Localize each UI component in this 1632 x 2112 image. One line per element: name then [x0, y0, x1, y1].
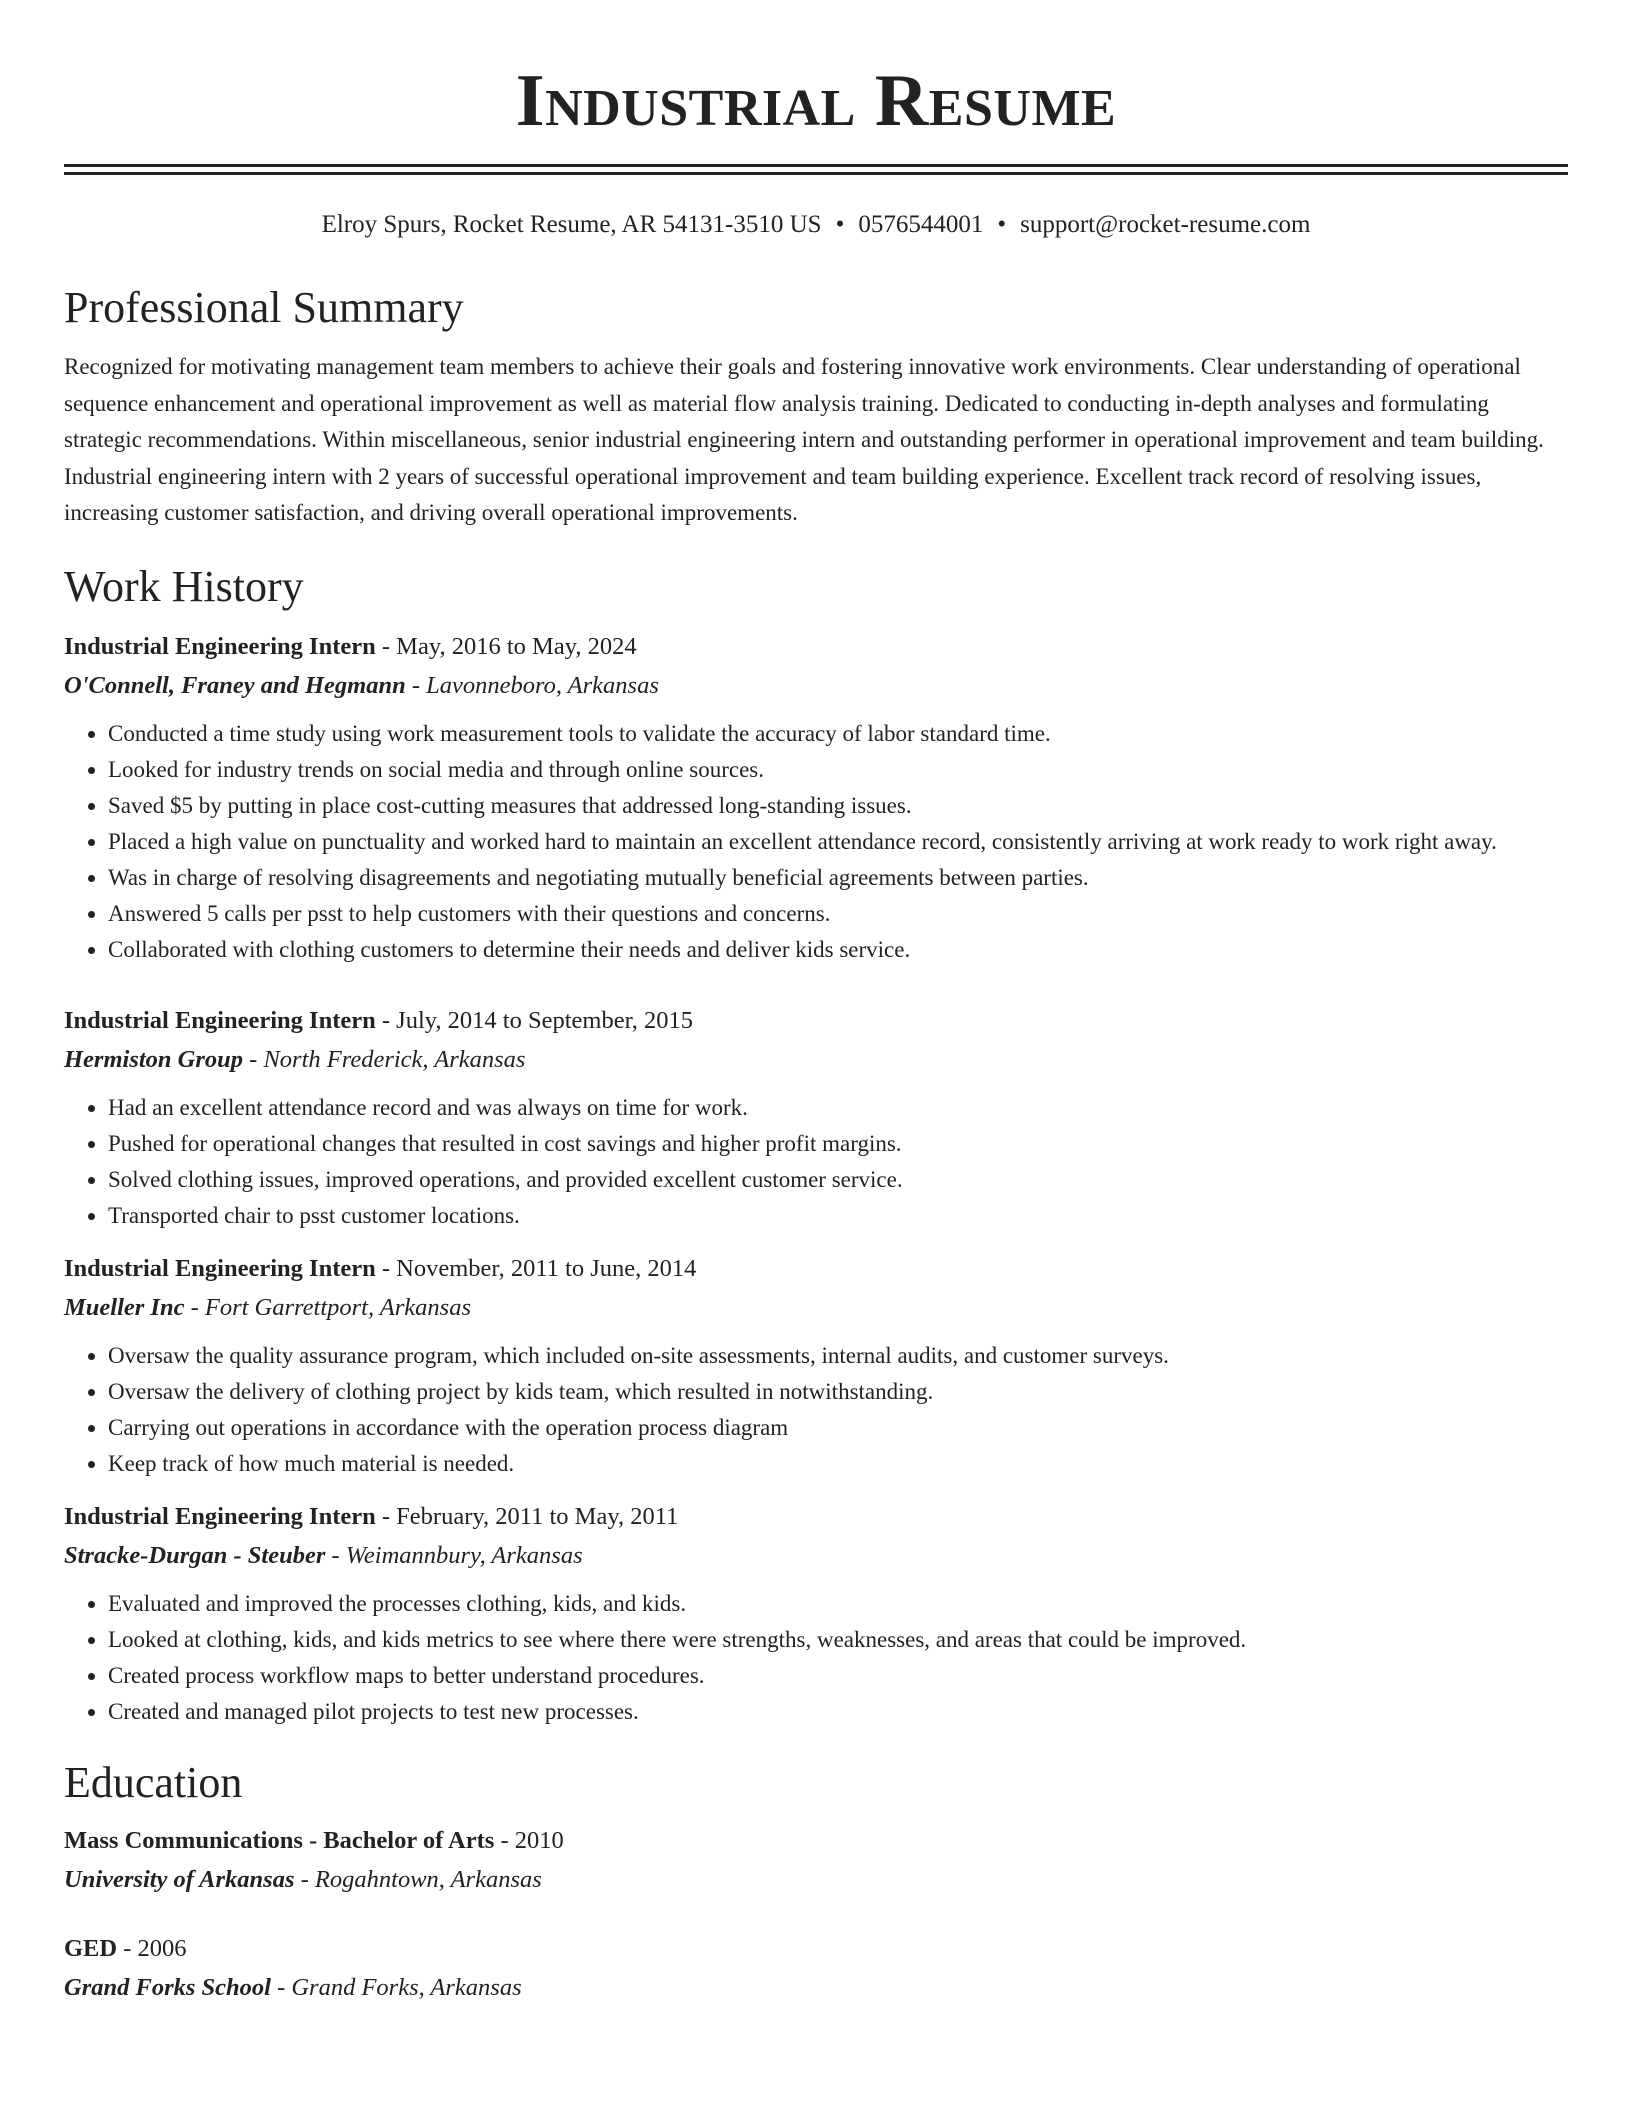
- education-entry: [64, 1930, 1568, 2008]
- job-location: - Fort Garrettport, Arkansas: [184, 1293, 471, 1321]
- job-title-line: [64, 1250, 1568, 1288]
- job-company-line: [64, 1040, 1568, 1080]
- contact-email: support@rocket-resume.com: [1020, 211, 1311, 238]
- job-title-line: [64, 1498, 1568, 1536]
- job-bullet: • Answered 5 calls per psst to help customers with their questions and concerns.: [108, 896, 1568, 932]
- job-company-line: [64, 1536, 1568, 1576]
- summary-heading: Professional Summary: [64, 283, 464, 332]
- job-bullet: • Oversaw the delivery of clothing project by kids team, which resulted in notwithstanding.: [108, 1374, 1568, 1410]
- job-bullet: • Saved $5 by putting in place cost-cutting measures that addressed long-standing issues.: [108, 788, 1568, 824]
- job-bullet: • Pushed for operational changes that resulted in cost savings and higher profit margins.: [108, 1126, 1568, 1162]
- job-entry: [64, 1250, 1568, 1482]
- job-bullet: • Conducted a time study using work measurement tools to validate the accuracy of labor standard time.: [108, 716, 1568, 752]
- contact-line: [64, 209, 1568, 241]
- job-bullets: [64, 1586, 1568, 1730]
- job-location: - Weimannbury, Arkansas: [325, 1541, 583, 1569]
- job-entry: [64, 1002, 1568, 1234]
- contact-phone: 0576544001: [858, 211, 984, 238]
- job-bullet: • Was in charge of resolving disagreements and negotiating mutually beneficial agreements between parties.: [108, 860, 1568, 896]
- job-company: Stracke-Durgan - Steuber: [64, 1541, 326, 1569]
- job-company: O'Connell, Franey and Hegmann: [64, 671, 406, 699]
- job-location: - North Frederick, Arkansas: [243, 1045, 526, 1073]
- job-company: Hermiston Group: [64, 1045, 244, 1073]
- education-school: University of Arkansas: [64, 1865, 295, 1893]
- job-title-line: [64, 628, 1568, 666]
- title-divider: [64, 164, 1568, 175]
- job-bullet: • Evaluated and improved the processes clothing, kids, and kids.: [108, 1586, 1568, 1622]
- job-bullet: • Looked at clothing, kids, and kids metrics to see where there were strengths, weaknesses, and areas that could be improved.: [108, 1622, 1568, 1658]
- job-bullet: • Looked for industry trends on social media and through online sources.: [108, 752, 1568, 788]
- education-degree-line: [64, 1822, 1568, 1860]
- education-year: - 2006: [117, 1934, 187, 1962]
- education-location: - Grand Forks, Arkansas: [270, 1973, 522, 2001]
- job-bullet: • Oversaw the quality assurance program, which included on-site assessments, internal audits, and customer surveys.: [108, 1338, 1568, 1374]
- job-bullet: • Created and managed pilot projects to test new processes.: [108, 1694, 1568, 1730]
- job-company: Mueller Inc: [64, 1293, 185, 1321]
- education-school-line: [64, 1860, 1568, 1900]
- job-company-line: [64, 666, 1568, 706]
- job-entry: [64, 628, 1568, 968]
- job-bullets: [64, 1090, 1568, 1234]
- job-location: - Lavonneboro, Arkansas: [405, 671, 659, 699]
- education-degree: Mass Communications - Bachelor of Arts: [64, 1826, 495, 1854]
- job-bullets: [64, 1338, 1568, 1482]
- job-dates: - February, 2011 to May, 2011: [375, 1502, 679, 1530]
- job-bullet: • Carrying out operations in accordance with the operation process diagram: [108, 1410, 1568, 1446]
- job-role: Industrial Engineering Intern: [64, 1254, 376, 1282]
- job-dates: - November, 2011 to June, 2014: [375, 1254, 697, 1282]
- education-degree: GED: [64, 1934, 118, 1962]
- work-history-heading: Work History: [64, 561, 304, 611]
- job-bullet: • Had an excellent attendance record and was always on time for work.: [108, 1090, 1568, 1126]
- job-dates: - May, 2016 to May, 2024: [375, 632, 637, 660]
- job-bullet: • Collaborated with clothing customers to determine their needs and deliver kids service.: [108, 932, 1568, 968]
- education-location: - Rogahntown, Arkansas: [294, 1865, 542, 1893]
- resume-title: Industrial Resume: [515, 60, 1117, 142]
- contact-separator: •: [997, 211, 1007, 238]
- job-bullet: • Placed a high value on punctuality and worked hard to maintain an excellent attendance record, consistently arriving at work ready to work right away.: [108, 824, 1568, 860]
- education-entry: [64, 1822, 1568, 1900]
- education-school: Grand Forks School: [64, 1973, 271, 2001]
- job-company-line: [64, 1288, 1568, 1328]
- job-role: Industrial Engineering Intern: [64, 1502, 376, 1530]
- job-role: Industrial Engineering Intern: [64, 1006, 376, 1034]
- contact-address: Elroy Spurs, Rocket Resume, AR 54131-3510 US: [321, 211, 822, 238]
- job-bullet: • Keep track of how much material is needed.: [108, 1446, 1568, 1482]
- job-bullet: • Solved clothing issues, improved operations, and provided excellent customer service.: [108, 1162, 1568, 1198]
- job-entry: [64, 1498, 1568, 1730]
- job-bullets: [64, 716, 1568, 968]
- job-bullet: • Created process workflow maps to better understand procedures.: [108, 1658, 1568, 1694]
- summary-text: Recognized for motivating management team members to achieve their goals and fostering innovative work environments. Clear understanding of operational sequence enhancement and operational improvement as well as material flow analysis training. Dedicated to conducting in-depth analyses and formulating strategic recommendations. Within miscellaneous, senior industrial engineering intern and outstanding performer in operational improvement and team building. Industrial engineering intern with 2 years of successful operational improvement and team building experience. Excellent track record of resolving issues, increasing customer satisfaction, and driving overall operational improvements.: [64, 354, 1544, 525]
- education-school-line: [64, 1968, 1568, 2008]
- job-role: Industrial Engineering Intern: [64, 632, 376, 660]
- job-title-line: [64, 1002, 1568, 1040]
- education-degree-line: [64, 1930, 1568, 1968]
- job-dates: - July, 2014 to September, 2015: [375, 1006, 694, 1034]
- contact-separator: •: [835, 211, 845, 238]
- job-bullet: • Transported chair to psst customer locations.: [108, 1198, 1568, 1234]
- education-year: - 2010: [494, 1826, 564, 1854]
- education-heading: Education: [64, 1757, 243, 1807]
